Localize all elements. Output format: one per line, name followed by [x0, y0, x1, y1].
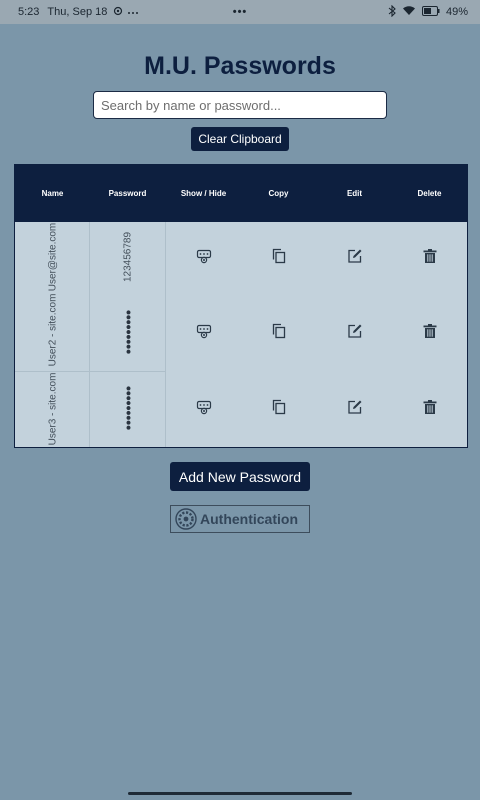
battery-icon: [422, 6, 440, 19]
password-table: [14, 164, 468, 448]
add-new-password-button[interactable]: Add New Password: [170, 462, 310, 491]
row-1-name: User@site.com: [47, 222, 59, 292]
row-3-name: User3 - site.com: [47, 372, 59, 446]
gear-icon: [175, 508, 197, 530]
copy-icon[interactable]: [271, 248, 287, 264]
edit-icon[interactable]: [347, 399, 363, 415]
header-edit: Edit: [346, 189, 363, 198]
header-copy: Copy: [268, 189, 289, 198]
trash-icon[interactable]: [422, 248, 438, 264]
page-title: M.U. Passwords: [144, 52, 336, 80]
header-name: Name: [41, 189, 64, 198]
copy-icon[interactable]: [271, 399, 287, 415]
wifi-icon: [402, 5, 416, 19]
row-2-password: •••••••••: [120, 309, 136, 355]
trash-icon[interactable]: [422, 323, 438, 339]
gesture-navigation-bar[interactable]: [128, 792, 352, 795]
status-bar: [0, 0, 480, 24]
status-date: Thu, Sep 18: [47, 6, 108, 18]
eye-icon[interactable]: [196, 323, 212, 339]
eye-icon[interactable]: [196, 248, 212, 264]
more-notifications-icon: [127, 6, 139, 18]
bluetooth-icon: [388, 5, 396, 20]
row-3-password: •••••••••: [120, 385, 136, 431]
status-right: [388, 5, 468, 20]
row-1-password: 123456789: [122, 231, 134, 283]
status-time: 5:23: [18, 6, 40, 18]
edit-icon[interactable]: [347, 323, 363, 339]
notification-icon: [113, 6, 123, 19]
authentication-label: Authentication: [200, 511, 298, 527]
header-delete: Delete: [417, 189, 442, 198]
clear-clipboard-button[interactable]: Clear Clipboard: [191, 127, 289, 151]
header-show-hide: Show / Hide: [180, 189, 227, 198]
trash-icon[interactable]: [422, 399, 438, 415]
status-center-dots: •••: [232, 6, 248, 18]
table-header: [15, 165, 467, 222]
battery-level: 49%: [445, 6, 468, 18]
row-2-name: User2 - site.com: [47, 293, 59, 367]
authentication-button[interactable]: [170, 505, 310, 533]
header-password: Password: [108, 189, 147, 198]
search-input[interactable]: [93, 91, 387, 119]
copy-icon[interactable]: [271, 323, 287, 339]
eye-icon[interactable]: [196, 399, 212, 415]
edit-icon[interactable]: [347, 248, 363, 264]
